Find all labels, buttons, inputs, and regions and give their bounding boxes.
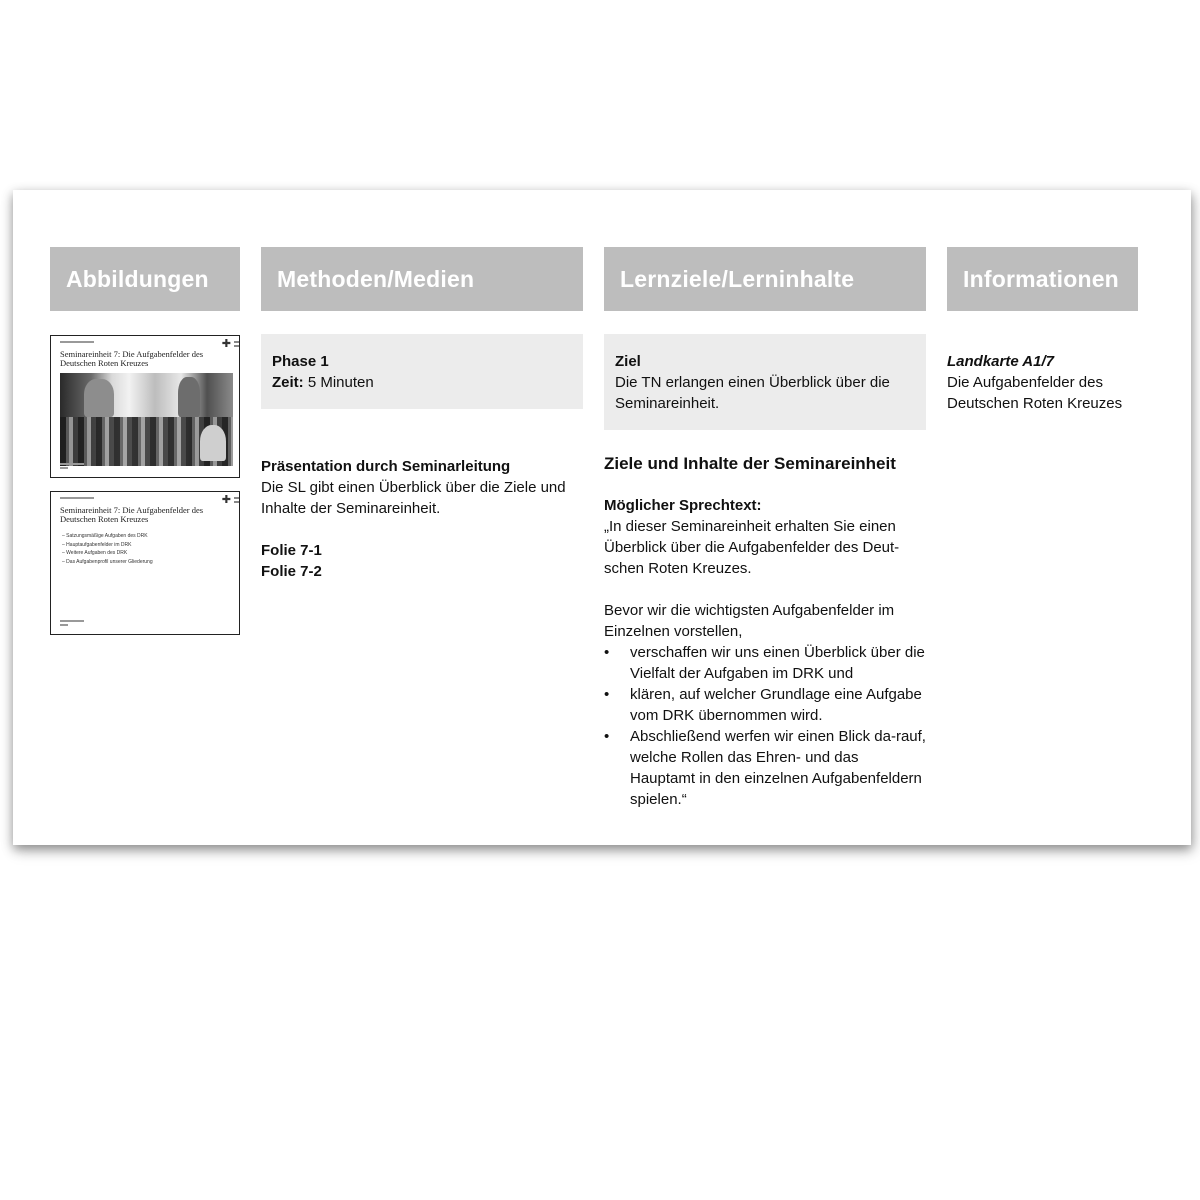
header-label: Abbildungen [66,265,209,292]
header-label: Methoden/Medien [277,265,475,292]
speech-label: Möglicher Sprechtext: [604,497,762,514]
header-methoden-medien [261,247,583,311]
drk-logo-icon: ✚ [222,495,231,505]
list-item: • verschaffen wir uns einen Überblick über die Vielfalt der Aufgaben im DRK und [604,644,925,682]
list-item: • klären, auf welcher Grundlage eine Aufgabe vom DRK übernommen wird. [604,686,922,724]
goal-text: Die TN erlangen einen Überblick über die Seminareinheit. [615,374,890,412]
header-abbildungen [50,247,240,311]
folie-reference-2: Folie 7-2 [261,563,322,580]
slide-footer [60,463,84,471]
header-lernziele [604,247,926,311]
info-block [947,351,1142,414]
slide-bullet: – Das Aufgabenprofil unserer Gliederung [62,558,153,565]
time-value: 5 Minuten [307,374,374,391]
content-block [604,453,926,810]
slide-thumbnail-7-2 [50,491,240,635]
slide-bullet: – Satzungsmäßige Aufgaben des DRK [62,533,148,539]
list-item: • Abschließend werfen wir einen Blick da-rauf, welche Rollen das Ehren- und das Hauptamt in den einzelnen Aufgabenfeldern spielen.“ [604,728,926,808]
folie-reference-1: Folie 7-1 [261,542,322,559]
goal-box [604,334,926,430]
presentation-heading: Präsentation durch Seminarleitung [261,458,511,475]
slide-title: Seminareinheit 7: Die Aufgabenfelder des Deutschen Roten Kreuzes [60,349,204,368]
phase-label: Phase 1 [272,353,329,370]
header-label: Lernziele/Lerninhalte [620,265,855,292]
time-line: Zeit: 5 Minuten [272,374,374,391]
slide-bullet: – Hauptaufgabenfelder im DRK [62,541,132,548]
phase-box [261,334,583,409]
header-label: Informationen [963,265,1119,292]
slide-header-line [60,497,94,499]
map-description: Die Aufgabenfelder des Deutschen Roten Kreuzes [947,374,1123,412]
slide-photo-collage [60,373,233,466]
speech-paragraph: Bevor wir die wichtigsten Aufgabenfelder im Einzelnen vorstellen, [604,602,895,640]
goal-label: Ziel [615,353,641,370]
speech-intro: „In dieser Seminareinheit erhalten Sie einen Überblick über die Aufgabenfelder des Deut-schen Roten Kreuzes. [604,518,900,577]
map-reference: Landkarte A1/7 [947,353,1054,370]
presentation-text: Die SL gibt einen Überblick über die Ziele und Inhalte der Seminareinheit. [261,479,566,517]
slide-footer [60,620,84,628]
document-page [13,190,1191,845]
slide-header-line [60,341,94,343]
header-informationen [947,247,1138,311]
section-heading: Ziele und Inhalte der Seminareinheit [604,454,896,473]
slide-title: Seminareinheit 7: Die Aufgabenfelder des Deutschen Roten Kreuzes [60,505,204,524]
slide-bullet-list [62,532,153,566]
presentation-block [261,456,583,582]
slide-bullet: – Weitere Aufgaben des DRK [62,550,128,556]
drk-logo-icon: ✚ [222,339,231,349]
slide-thumbnail-7-1 [50,335,240,478]
